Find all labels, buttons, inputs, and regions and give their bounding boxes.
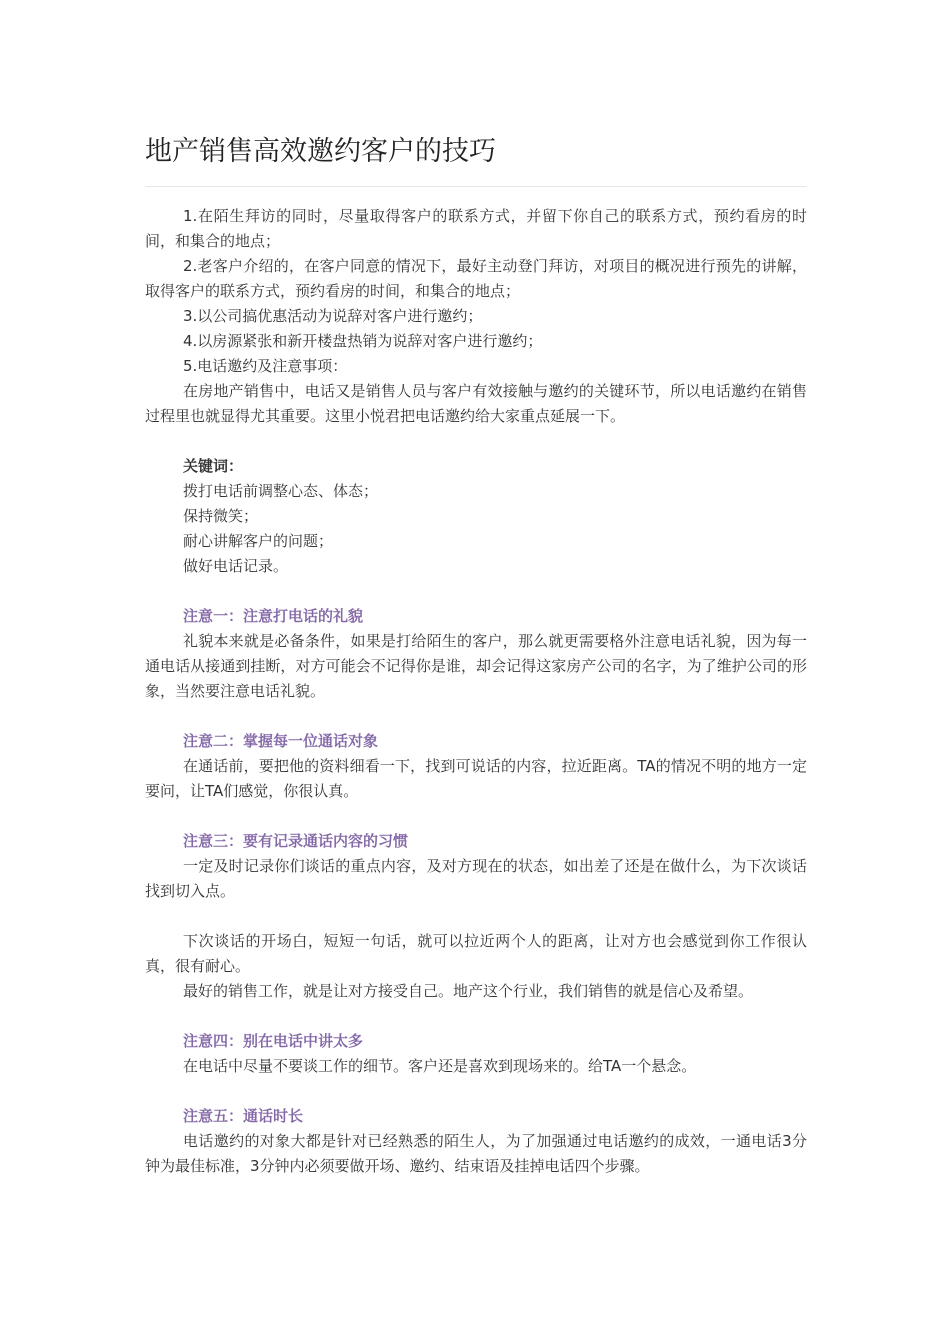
note-5-heading: 注意五：通话时长	[183, 1107, 304, 1125]
point-4: 4.以房源紧张和新开楼盘热销为说辞对客户进行邀约；	[183, 332, 543, 350]
note-2-heading: 注意二：掌握每一位通话对象	[183, 732, 379, 750]
note-3-paragraph: 最好的销售工作，就是让对方接受自己。地产这个行业，我们销售的就是信心及希望。	[183, 982, 754, 1000]
note-3-paragraph: 下次谈话的开场白，短短一句话，就可以拉近两个人的距离，让对方也会感觉到你工作很认真，很有耐心。	[145, 932, 807, 975]
point-2: 2.老客户介绍的，在客户同意的情况下，最好主动登门拜访，对项目的概况进行预先的讲解，取得客户的联系方式，预约看房的时间，和集合的地点；	[145, 257, 807, 300]
note-1-paragraph: 礼貌本来就是必备条件，如果是打给陌生的客户，那么就更需要格外注意电话礼貌，因为每一通电话从接通到挂断，对方可能会不记得你是谁，却会记得这家房产公司的名字，为了维护公司的形象，当然要注意电话礼貌。	[145, 632, 807, 700]
spacer	[145, 579, 807, 604]
point-3: 3.以公司搞优惠活动为说辞对客户进行邀约；	[183, 307, 483, 325]
note-1-heading: 注意一：注意打电话的礼貌	[183, 607, 364, 625]
article-body	[145, 204, 807, 1179]
keyword-item: 做好电话记录。	[183, 557, 289, 575]
spacer	[145, 429, 807, 454]
note-5-paragraph: 电话邀约的对象大都是针对已经熟悉的陌生人，为了加强通过电话邀约的成效，一通电话3分钟为最佳标准，3分钟内必须要做开场、邀约、结束语及挂掉电话四个步骤。	[145, 1132, 807, 1175]
keyword-item: 拨打电话前调整心态、体态；	[183, 482, 379, 500]
point-1: 1.在陌生拜访的同时，尽量取得客户的联系方式，并留下你自己的联系方式，预约看房的时间，和集合的地点；	[145, 207, 807, 250]
title-divider	[145, 186, 807, 187]
keyword-item: 耐心讲解客户的问题；	[183, 532, 334, 550]
note-4-heading: 注意四：别在电话中讲太多	[183, 1032, 364, 1050]
keyword-item: 保持微笑；	[183, 507, 259, 525]
note-3-heading: 注意三：要有记录通话内容的习惯	[183, 832, 409, 850]
keywords-heading: 关键词：	[183, 457, 244, 475]
spacer	[145, 704, 807, 729]
note-2-paragraph: 在通话前，要把他的资料细看一下，找到可说话的内容，拉近距离。TA的情况不明的地方一定要问，让TA们感觉，你很认真。	[145, 757, 807, 800]
spacer	[145, 904, 807, 929]
note-4-paragraph: 在电话中尽量不要谈工作的细节。客户还是喜欢到现场来的。给TA一个悬念。	[183, 1057, 697, 1075]
point-5: 5.电话邀约及注意事项：	[183, 357, 348, 375]
spacer	[145, 804, 807, 829]
intro-paragraph: 在房地产销售中，电话又是销售人员与客户有效接触与邀约的关键环节，所以电话邀约在销售过程里也就显得尤其重要。这里小悦君把电话邀约给大家重点延展一下。	[145, 382, 807, 425]
article-title: 地产销售高效邀约客户的技巧	[145, 136, 496, 167]
spacer	[145, 1079, 807, 1104]
spacer	[145, 1004, 807, 1029]
note-3-paragraph: 一定及时记录你们谈话的重点内容，及对方现在的状态，如出差了还是在做什么，为下次谈话找到切入点。	[145, 857, 807, 900]
